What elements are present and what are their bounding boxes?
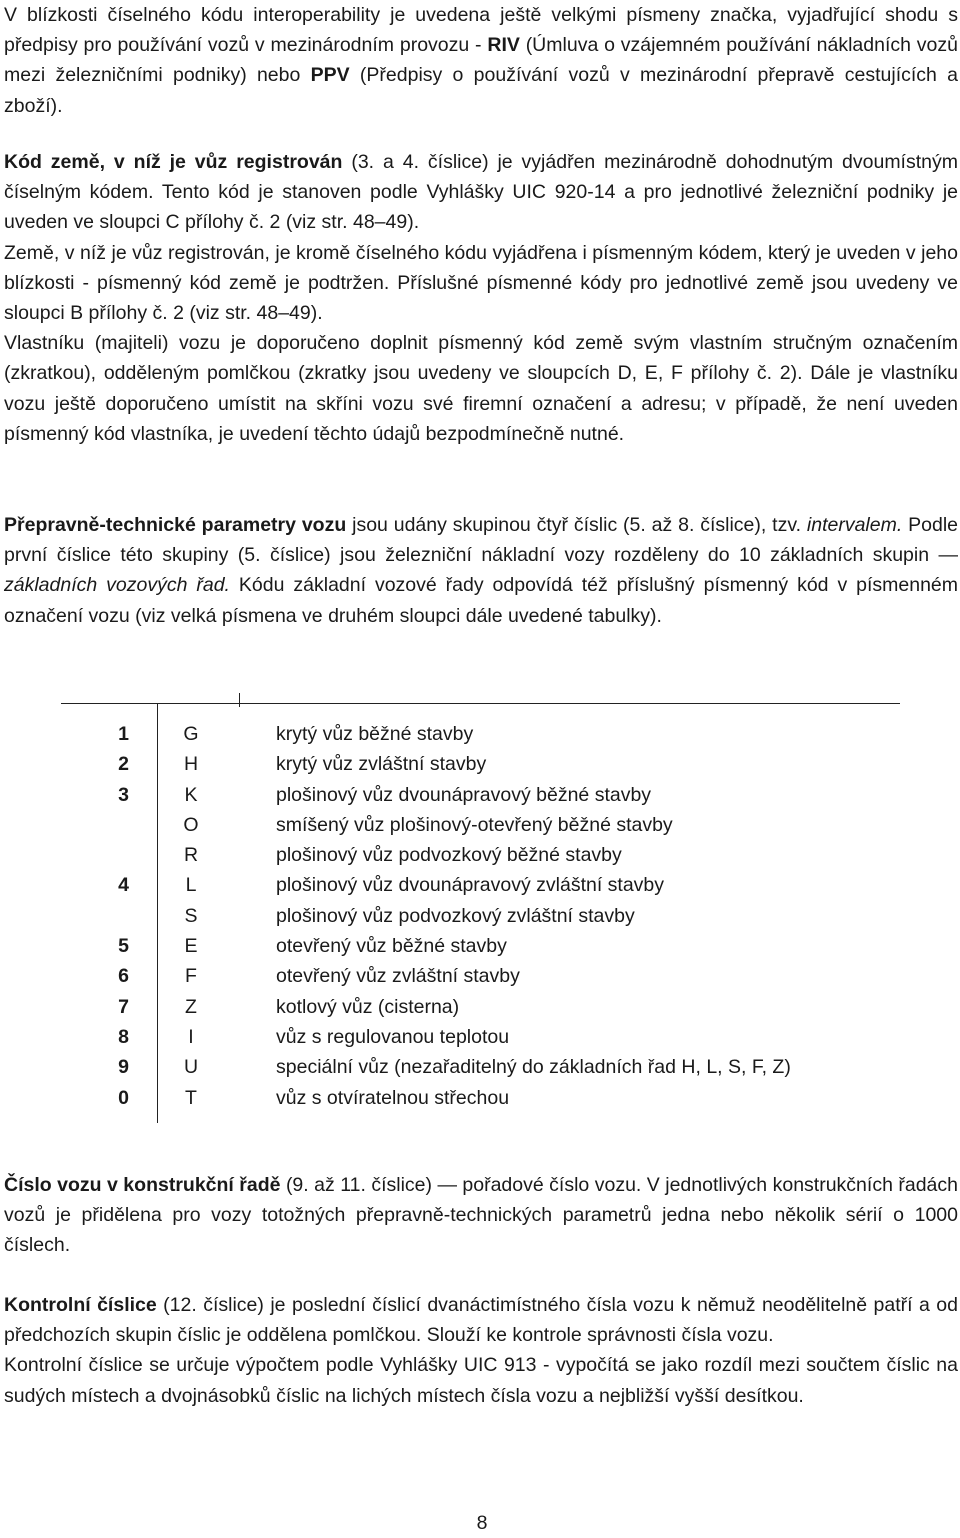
- series-letter: S: [184, 904, 198, 927]
- series-description: speciální vůz (nezařaditelný do základních řad H, L, S, F, Z): [276, 1056, 791, 1079]
- text-run: (Úmluva o vzájemném používání nákladních vozů mezi železničními podniky) nebo: [4, 34, 958, 87]
- series-number: 2: [118, 753, 129, 776]
- section-heading: Kód země, v níž je vůz registrován: [4, 151, 343, 173]
- series-letter: O: [183, 813, 199, 836]
- table-row: [61, 1052, 900, 1082]
- text-run: (9. až 11. číslice) — pořadové číslo vozu. V jednotlivých konstrukčních řadách vozů je přidělena pro vozy totožných přepravně-technických parametrů jedna nebo několik sérií o 1000 číslech.: [4, 1174, 958, 1257]
- table-row: [61, 870, 900, 900]
- series-description: vůz s regulovanou teplotou: [276, 1025, 510, 1048]
- italic-term: základních vozových řad.: [4, 574, 230, 597]
- section-heading: Číslo vozu v konstrukční řadě: [4, 1174, 281, 1196]
- page-number: 8: [476, 1512, 488, 1534]
- series-description: krytý vůz zvláštní stavby: [276, 753, 487, 776]
- series-letter: T: [185, 1086, 197, 1109]
- paragraph-transport-parameters: [4, 510, 958, 631]
- text-run: (3. a 4. číslice) je vyjádřen mezinárodně dohodnutým dvoumístným číselným kódem. Tento kód je stanoven podle Vyhlášky UIC 920-14 a pro jednotlivé železniční podniky je uveden ve sloupci C přílohy č. 2 (viz str. 48–49).: [4, 151, 958, 234]
- series-letter: I: [188, 1025, 194, 1048]
- series-letter: Z: [185, 995, 197, 1018]
- series-description: otevřený vůz běžné stavby: [276, 935, 507, 958]
- table-row: [61, 1022, 900, 1052]
- text-run: Podle první číslice této skupiny (5. číslice) jsou železniční nákladní vozy rozděleny do 10 základních skupin —: [4, 514, 959, 567]
- table-row: [61, 719, 900, 749]
- series-number: 3: [118, 783, 129, 806]
- series-letter: U: [183, 1056, 199, 1079]
- section-country-code: [4, 147, 958, 449]
- series-letter: H: [183, 753, 199, 776]
- paragraph-wagon-number: [4, 1170, 958, 1261]
- table-row: [61, 1083, 900, 1113]
- series-letter: F: [185, 965, 197, 988]
- series-description: plošinový vůz dvounápravový běžné stavby: [276, 783, 652, 806]
- series-number: 0: [118, 1086, 129, 1109]
- bold-term-riv: RIV: [487, 34, 520, 57]
- series-number: 7: [118, 995, 129, 1018]
- table-row: [61, 992, 900, 1022]
- series-description: plošinový vůz podvozkový běžné stavby: [276, 844, 622, 867]
- paragraph-check-digit-method: Kontrolní číslice se určuje výpočtem podle Vyhlášky UIC 913 - vypočítá se jako rozdíl mezi součtem číslic na sudých místech a dvojnásobků číslic na lichých místech čísla vozu a nejbližší vyšší desítkou.: [4, 1354, 958, 1407]
- series-letter: L: [185, 874, 197, 897]
- text-run: jsou udány skupinou čtyř číslic (5. až 8. číslice), tzv.: [346, 514, 807, 536]
- italic-term: intervalem.: [806, 514, 903, 536]
- section-check-digit: [4, 1290, 958, 1411]
- section-heading: Přepravně-technické parametry vozu: [4, 514, 347, 536]
- series-number: 8: [118, 1025, 129, 1048]
- bold-term-ppv: PPV: [310, 64, 350, 87]
- series-letter: G: [183, 723, 199, 745]
- text-run: V blízkosti číselného kódu interoperability je uvedena ještě velkými písmeny značka, vyjadřující shodu s předpisy pro používání vozů v mezinárodním provozu -: [4, 4, 958, 57]
- series-description: plošinový vůz podvozkový zvláštní stavby: [276, 904, 635, 927]
- series-number: 4: [118, 874, 129, 897]
- section-heading: Kontrolní číslice: [4, 1294, 157, 1316]
- series-description: otevřený vůz zvláštní stavby: [276, 965, 520, 988]
- table-row: [61, 961, 900, 991]
- series-description: kotlový vůz (cisterna): [276, 995, 460, 1018]
- paragraph-letter-code: Země, v níž je vůz registrován, je kromě číselného kódu vyjádřena i písmenným kódem, který je uveden v jeho blízkosti - písmenný kód země je podtržen. Příslušné písmenné kódy pro jednotlivé země jsou uvedeny ve sloupci B přílohy č. 2 (viz str. 48–49).: [4, 241, 958, 325]
- table-row: [61, 901, 900, 931]
- paragraph-owner-code: Vlastníku (majiteli) vozu je doporučeno doplnit písmenný kód země svým vlastním stručným označením (zkratkou), odděleným pomlčkou (zkratky jsou uvedeny ve sloupcích D, E, F přílohy č. 2). Dále je vlastníku vozu ještě doporučeno umístit na skříni vozu své firemní označení a adresu; v případě, že není uveden písmenný kód vlastníka, je uvedení těchto údajů bezpodmínečně nutné.: [4, 332, 958, 445]
- wagon-series-table: [61, 703, 900, 1123]
- series-description: vůz s otvíratelnou střechou: [276, 1086, 510, 1109]
- table-row: [61, 931, 900, 961]
- series-description: smíšený vůz plošinový-otevřený běžné stavby: [276, 813, 673, 836]
- table-row: [61, 749, 900, 779]
- series-letter: R: [183, 844, 199, 867]
- text-run: (Předpisy o používání vozů v mezinárodní přepravě cestujících a zboží).: [4, 64, 959, 117]
- series-number: 6: [118, 965, 129, 988]
- series-description: krytý vůz běžné stavby: [276, 723, 474, 745]
- table-row: [61, 780, 900, 810]
- table-top-rule: [61, 703, 900, 704]
- paragraph-country-code: [4, 147, 958, 238]
- table-row: [61, 840, 900, 870]
- paragraph-check-digit: [4, 1290, 958, 1350]
- table-rows: [61, 719, 900, 1113]
- paragraph-riv-ppv: [4, 0, 958, 121]
- series-letter: K: [184, 783, 198, 806]
- text-run: (12. číslice) je poslední číslicí dvanáctimístného čísla vozu k němuž neodělitelně patří a od předchozích skupin číslic je oddělena pomlčkou. Slouží ke kontrole správnosti čísla vozu.: [4, 1294, 959, 1347]
- table-column-tick: [239, 693, 240, 707]
- text-run: Kódu základní vozové řady odpovídá též příslušný písmenný kód v písmenném označení vozu (viz velká písmena ve druhém sloupci dále uvedené tabulky).: [4, 574, 959, 627]
- series-number: 1: [118, 723, 129, 745]
- series-number: 5: [118, 935, 129, 958]
- table-row: [61, 810, 900, 840]
- series-description: plošinový vůz dvounápravový zvláštní stavby: [276, 874, 665, 897]
- series-letter: E: [184, 935, 198, 958]
- series-number: 9: [118, 1056, 129, 1079]
